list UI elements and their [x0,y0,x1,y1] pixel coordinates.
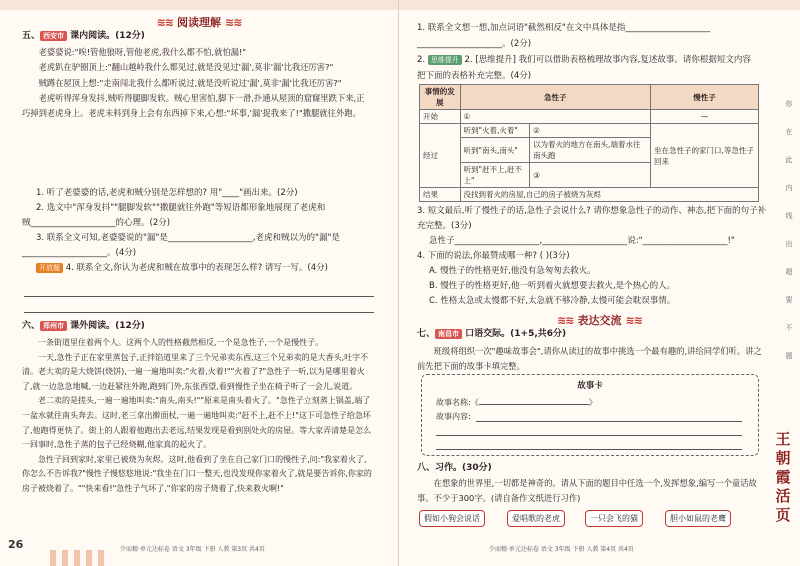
right-page [399,0,800,566]
bottom-decoration [50,550,110,566]
top-decoration [0,0,398,10]
question-6-continued: 1. 联系全文想一想,加点词语"截然相反"在文中具体是指____________________ ____________________。(2分) 2. 思维提升 2. [思维提升] 我们可以借助表格梳理故事内容,复述故事。请你根据短文内容把下面的表格补充完整。(4分) [417,23,751,81]
brand-logo: 王朝霞活页 [775,430,791,524]
footer-text: 少而精·单元达标卷 语文 3年级 下册 人教 第4页 共4页 [489,546,634,553]
question-7-text: 班级将组织一次"趣味故事会",请你从读过的故事中挑选一个最有趣的,讲给同学们听。讲之前先把下面的故事卡填完整。 [417,346,762,372]
open-question-tag: 开放题 [36,263,63,273]
question-8-text: 在想象的世界里,一切都是神奇的。请从下面的题目中任选一个,发挥想象,编写一个童话故事。不少于300字。(请自备作文纸进行习作) [417,478,757,504]
top-decoration [399,0,800,10]
footer-text: 少而精·单元达标卷 语文 3年级 下册 人教 第3页 共4页 [120,546,265,553]
story-content-line[interactable] [436,435,742,436]
question-7-heading: 七、 南昌市 口语交际。(1+5,共6分) [417,329,567,339]
passage-6: 一条街道里住着两个人。这两个人的性格截然相反,一个是急性子,一个是慢性子。 一天,急性子正在家里蒸包子,正拌馅道里来了三个兄弟卖东西,这三个兄弟卖的是大香头,吐字不清。老大卖的是大烧饼(烧饼),一遍一遍地叫卖:"火着,火着!""火着了?"急性子一听,以为是哪里着火了,就一边急急地喊,一边赶紧往外跑,跑到门外,东张西望,看到慢性子坐在椅子听了一会儿,说道。 老二卖的是搓头,一遍一遍地叫卖:"南头,南头!""原来是南头着火了。"急性子立刻蒸上锅盖,端了一盆水就往南头奔去。这时,老三拿出擀面杖,一遍一遍地叫卖:"赶不上,赶不上!"这下可急性子给急坏了,他跑得更快了。街上的人跟着他跑出去老远,结果发现是看到别处火的房屋。等大家弄清楚是怎么一回事时,急性子蒸的包子已经烧糊,他家真的起火了。 急性子回到家时,家里已被烧为灰烬。这时,他看到了坐在自己家门口的慢性子,问:"我家着火了,你怎么不告诉我?"慢性子慢悠悠地说:"我坐在门口一整天,也没发现你家着火了,就是要告诉你,你家的房子被烧着了。""快来看!"急性子气坏了,"你家的房子烧着了,快来救火啊!" [22,338,372,493]
question-8-heading: 八、习作。(30分) [417,463,492,473]
side-margin-text: 你 在 此 内 线 出 超 要 不 题 [785,100,793,360]
thinking-tag: 思维提升 [428,55,462,65]
region-tag: 西安市 [40,31,67,41]
section-banner-reading: ≋≋ 阅读理解 ≋≋ [156,16,242,29]
story-card [421,374,759,456]
story-table: 事情的发展 急性子 慢性子 开始 ① — 经过 听到"火着,火着" ② 坐在急性子的家门口,等急性子回来 听到"南头,南头" 以为着火的地方在南头,端着水往南头跑 听到"赶不上,赶不上" ③ 结果 没找到着火的房屋,自己的房子被烧为灰烬 [419,84,759,202]
question-5-heading: 五、 西安市 课内阅读。(12分) [22,31,145,41]
topic-option[interactable]: 一只会飞的猫 [585,510,643,527]
topic-option[interactable]: 胆小如鼠的老鹰 [665,510,731,527]
story-content-line[interactable] [436,449,742,450]
region-tag: 南昌市 [435,329,462,339]
question-6-heading: 六、 郑州市 课外阅读。(12分) [22,321,145,331]
question-6-items-3-4: 3. 短文最后,听了慢性子的话,急性子会说什么? 请你想象急性子的动作、神态,把下面的句子补充完整。(3分) 急性子____________________,____________________说:"____________________!" 4. 下面的说法,你最赞成哪一种? ( )(3分) A. 慢性子的性格更好,他没有急匆匆去救火。 B. 慢性子的性格更好,他一听到着火就想要去救火,是个热心的人。 C. 性格太急或太慢都不好,太急就不够冷静,太慢可能会耽误事情。 [417,206,767,306]
section-banner-expression: ≋≋ 表达交流 ≋≋ [557,314,642,327]
page-number: 26 [8,538,24,551]
answer-line[interactable] [24,296,374,297]
topic-option[interactable]: 爱唱歌的老虎 [507,510,565,527]
region-tag: 郑州市 [40,321,67,331]
story-content-label: 故事内容: [436,412,471,421]
left-page [0,0,399,566]
topic-option[interactable]: 假如小狗会说话 [419,510,485,527]
story-name-row: 故事名称:《 》 [436,398,597,407]
question-5-items: 1. 听了老婆婆的话,老虎和贼分别是怎样想的? 用"____"画出来。(2分) 2. 选文中"浑身发抖""腿脚发软""撒腿就往外跑"等短语都形象地展现了老虎和 贼____________________的心理。(2分) 3. 联系全文可知,老婆婆说的"漏"是____________________,老虎和贼以为的"漏"是 ____________________。(4分) 开放题 4. 联系全文,你认为老虎和贼在故事中的表现怎么样? 请写一写。(4分) [22,188,340,273]
passage-5: 老婆婆说:"唉!管他狼呀,管他老虎,我什么都不怕,就怕漏!" 老虎趴在驴圈顶上:"翻山越岭我什么都见过,就是没见过'漏',莫非'漏'比我还厉害?" 贼蹲在屋顶上想:"走南闯北我什么都听说过,就是没听说过'漏',莫非'漏'比我还厉害?" 老虎听得浑身发抖,贼听得腿脚发软。贼心里害怕,脚下一滑,扑通从屋顶的窟窿里跌下来,正巧掉到老虎身上。老虎未料到身上会有东西掉下来,心想:"坏事,'漏'捉我来了!"撒腿就往外跑。 [22,47,365,119]
story-content-line[interactable] [476,421,742,422]
answer-line[interactable] [24,312,374,313]
story-card-title: 故事卡 [577,381,603,391]
